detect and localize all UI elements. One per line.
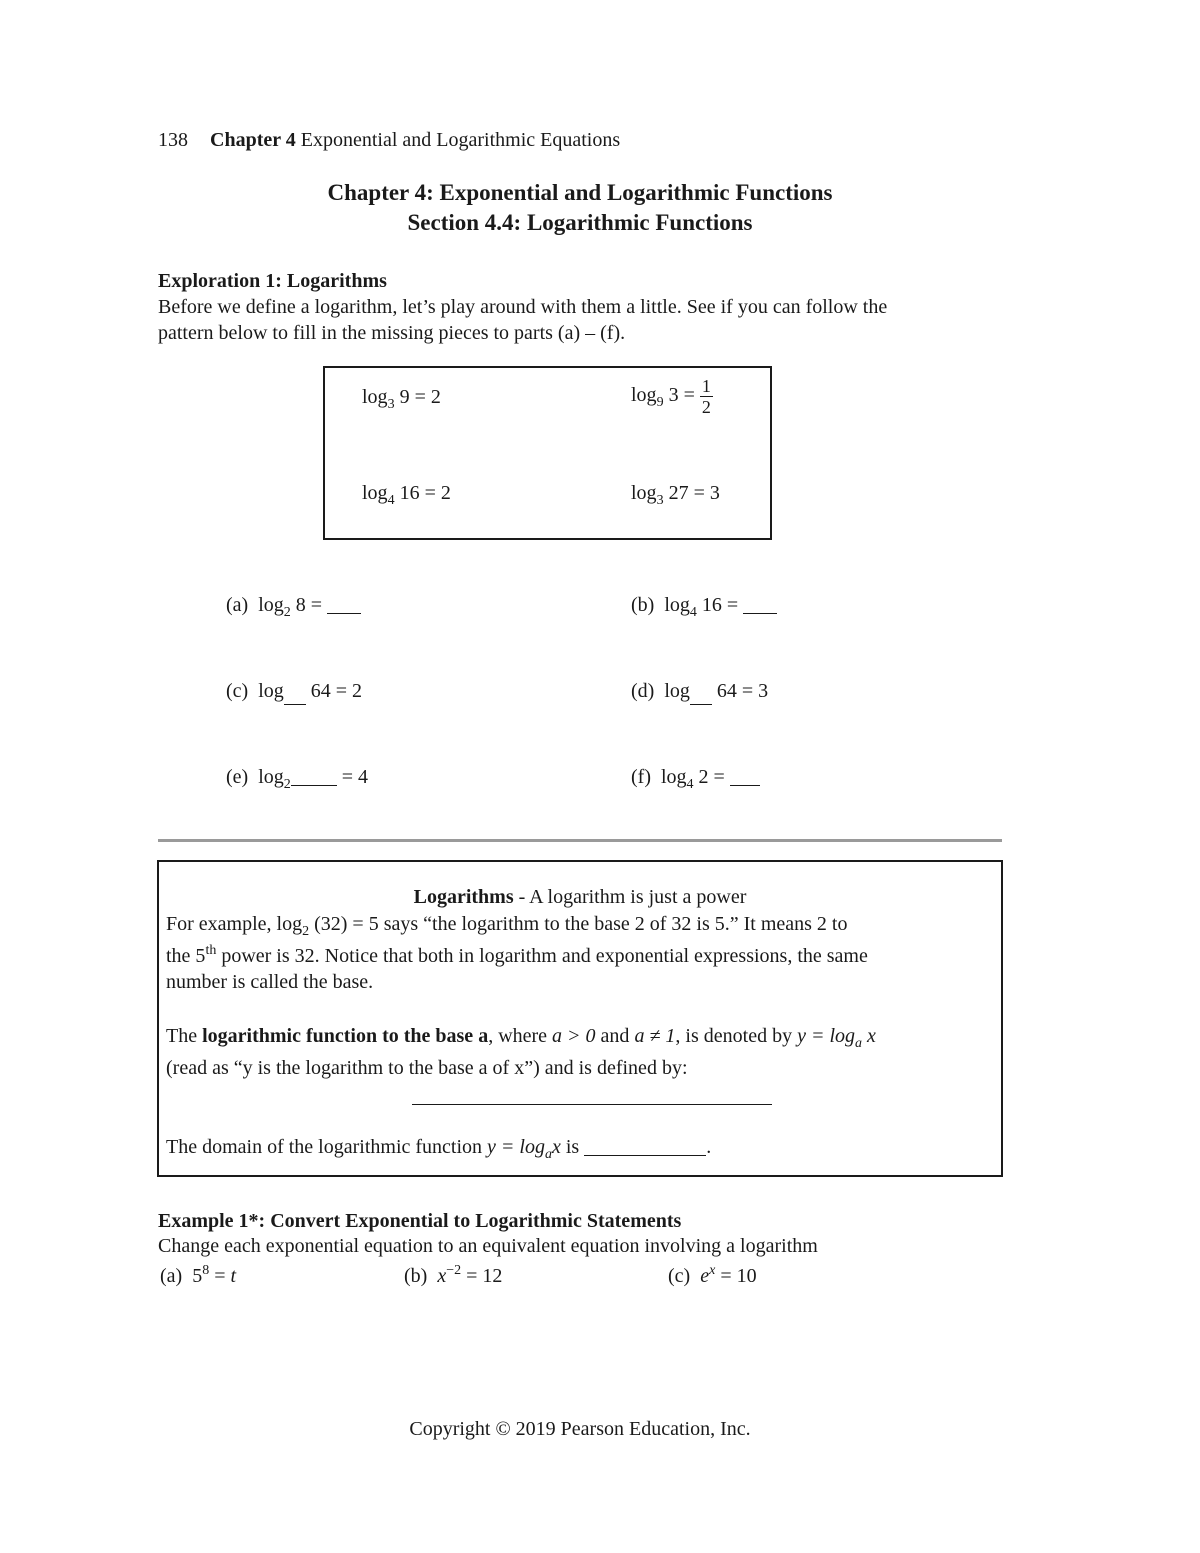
example-1-item-b: (b) $x^{-2} = 12$ (404, 1263, 503, 1287)
argument-blank[interactable] (291, 767, 337, 786)
exploration-heading: Exploration 1: Logarithms (158, 270, 387, 292)
exercise-part-c: (c) log 64 = 2 (226, 680, 362, 705)
answer-blank[interactable] (743, 595, 777, 614)
read-as-line: (read as “y is the logarithm to the base a of x”) and is defined by: (166, 1057, 688, 1079)
section-divider (158, 839, 1002, 842)
exercise-part-f: (f) $\log_4 2$ = (631, 766, 760, 789)
exploration-intro-line-2: pattern below to fill in the missing pieces to parts (a) – (f). (158, 322, 626, 344)
chapter-label: Chapter 4 (210, 129, 296, 151)
example-1-instruction: Change each exponential equation to an equivalent equation involving a logarithm (158, 1235, 818, 1257)
section-title: Section 4.4: Logarithmic Functions (407, 210, 753, 235)
exercise-part-a: (a) $\log_2 8$ = (226, 594, 361, 617)
chapter-title: Chapter 4: Exponential and Logarithmic Functions (327, 180, 833, 205)
exploration-intro-line-1: Before we define a logarithm, let’s play around with them a little. See if you can follow the (158, 296, 888, 318)
log-example-2: $\log_9 3$ = $\frac{1}{2}$ (631, 376, 711, 417)
copyright-footer: Copyright © 2019 Pearson Education, Inc. (409, 1418, 751, 1440)
log-function-definition: The logarithmic function to the base a, where a > 0 and a ≠ 1, is denoted by $y = \log_a x$ (166, 1025, 876, 1051)
example-1-item-c: (c) $e^x = 10$ (668, 1263, 757, 1287)
exercise-part-b: (b) $\log_4 16$ = (631, 594, 777, 617)
answer-blank[interactable] (327, 595, 361, 614)
log-example-1: $\log_3 9 = 2$ (362, 386, 441, 412)
definition-example-line: For example, $\log_2 (32) = 5$ says “the logarithm to the base 2 of 32 is 5.” It means 2 to (166, 913, 848, 939)
log-example-4: $\log_3 27 = 3$ (631, 482, 720, 508)
base-blank[interactable] (690, 686, 712, 705)
exercise-part-e: (e) $\log_2 = 4$ (226, 766, 369, 792)
base-blank[interactable] (284, 686, 306, 705)
example-1-item-a: (a) $5^8 = t$ (160, 1263, 237, 1287)
definition-blank-line[interactable] (412, 1104, 772, 1105)
definition-line-2: the 5th power is 32. Notice that both in logarithm and exponential expressions, the same (166, 943, 868, 967)
answer-blank[interactable] (730, 767, 760, 786)
domain-blank[interactable] (584, 1137, 706, 1156)
page-number: 138 (158, 129, 188, 151)
definition-heading: Logarithms - A logarithm is just a power (413, 886, 747, 908)
chapter-running-title: Exponential and Logarithmic Equations (300, 129, 621, 151)
fraction-one-half: $\frac{1}{2}$ (701, 376, 711, 417)
domain-line: The domain of the logarithmic function $y = \log_ax$ is . (166, 1136, 712, 1162)
example-1-heading: Example 1*: Convert Exponential to Logarithmic Statements (158, 1210, 682, 1232)
definition-line-3: number is called the base. (166, 971, 374, 993)
log-example-3: $\log_4 16 = 2$ (362, 482, 451, 508)
running-header (158, 129, 620, 152)
exercise-part-d: (d) log 64 = 3 (631, 680, 768, 705)
